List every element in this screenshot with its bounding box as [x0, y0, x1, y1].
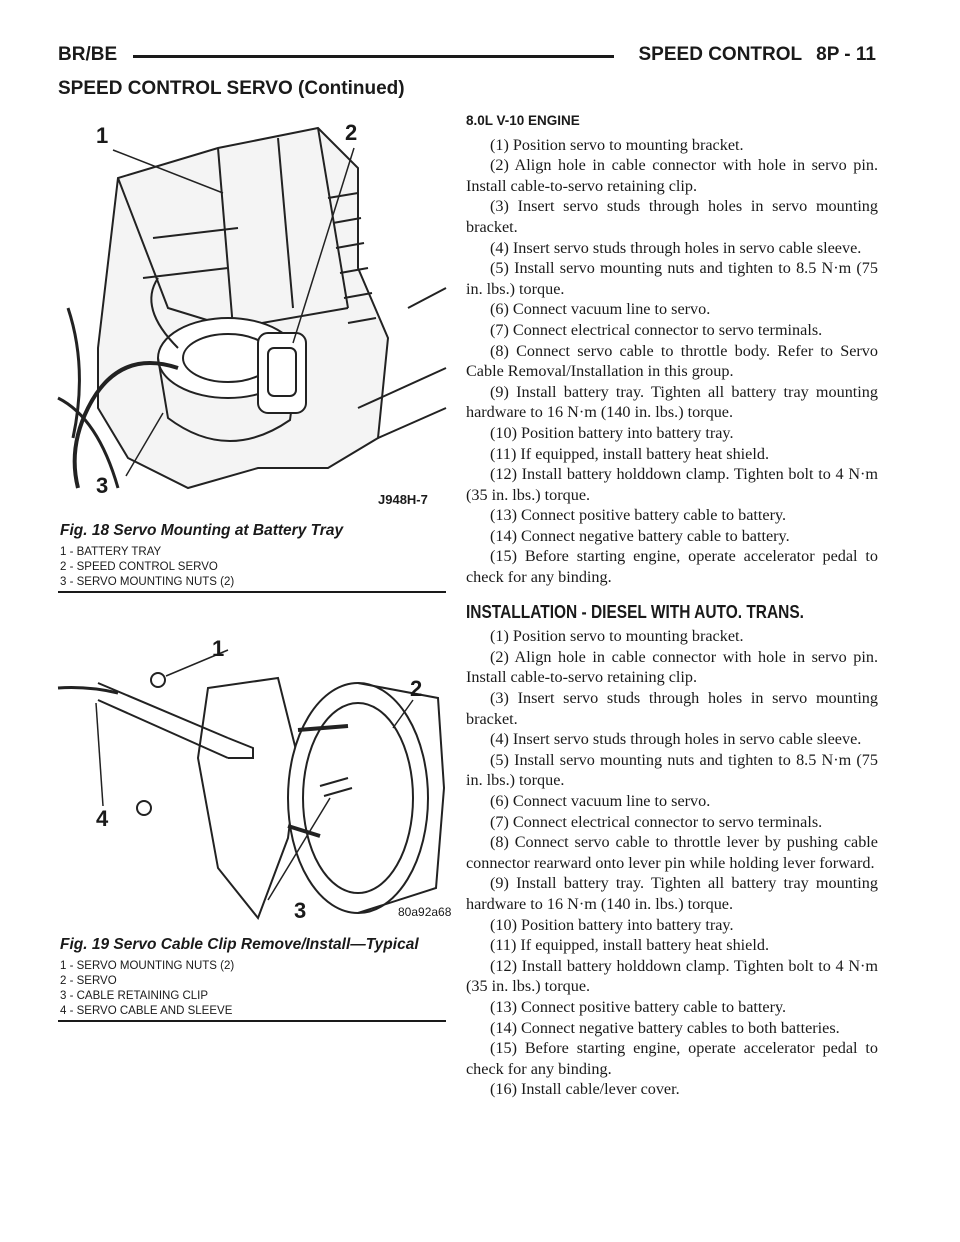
callout-3: 3: [294, 898, 307, 923]
figure-code: 80a92a68: [398, 905, 452, 919]
callout-2: 2: [345, 120, 358, 145]
header-rule: [133, 55, 614, 58]
engine-step: (11) If equipped, install battery heat shield.: [490, 444, 769, 463]
servo-cable-clip-illustration: [58, 636, 452, 934]
figure-code: J948H-7: [378, 492, 428, 507]
legend-item: 4 - SERVO CABLE AND SLEEVE: [60, 1005, 233, 1017]
callout-1: 1: [96, 123, 109, 148]
diesel-step: (5) Install servo mounting nuts and tighten to 8.5 N·m (75 in. lbs.) torque.: [466, 750, 878, 790]
legend-item: 3 - SERVO MOUNTING NUTS (2): [60, 576, 235, 588]
header-section: SPEED CONTROL: [638, 44, 803, 65]
figure-19: [58, 636, 452, 1022]
engine-step: (6) Connect vacuum line to servo.: [490, 300, 711, 319]
engine-step: (14) Connect negative battery cable to battery.: [490, 526, 790, 545]
engine-step: (3) Insert servo studs through holes in servo mounting bracket.: [466, 197, 878, 236]
legend-item: 1 - BATTERY TRAY: [60, 546, 162, 558]
engine-step: (4) Insert servo studs through holes in servo cable sleeve.: [490, 238, 862, 257]
diesel-step: (3) Insert servo studs through holes in servo mounting bracket.: [466, 689, 878, 728]
diesel-step: (4) Insert servo studs through holes in servo cable sleeve.: [490, 730, 862, 749]
diesel-step: (8) Connect servo cable to throttle lever by pushing cable connector rearward onto lever pin while holding lever forward.: [466, 833, 878, 872]
legend-item: 2 - SERVO: [60, 975, 117, 987]
page-header: [58, 44, 876, 66]
diesel-step: (10) Position battery into battery tray.: [490, 915, 734, 934]
diesel-step: (12) Install battery holddown clamp. Tighten bolt to 4 N·m (35 in. lbs.) torque.: [466, 956, 878, 996]
diesel-step: (6) Connect vacuum line to servo.: [490, 792, 711, 810]
engine-step: (12) Install battery holddown clamp. Tighten bolt to 4 N·m (35 in. lbs.) torque.: [466, 465, 878, 504]
header-right: [625, 44, 877, 66]
diesel-step: (15) Before starting engine, operate accelerator pedal to check for any binding.: [466, 1039, 878, 1078]
engine-step: (1) Position servo to mounting bracket.: [490, 135, 744, 154]
callout-2: 2: [410, 676, 423, 701]
legend-item: 3 - CABLE RETAINING CLIP: [60, 990, 209, 1002]
diesel-step: (11) If equipped, install battery heat shield.: [490, 936, 769, 955]
engine-step: (7) Connect electrical connector to servo terminals.: [490, 320, 823, 339]
figure-18-title: Fig. 18 Servo Mounting at Battery Tray: [60, 522, 344, 539]
diesel-step: (16) Install cable/lever cover.: [490, 1080, 680, 1099]
diesel-step: (13) Connect positive battery cable to battery.: [490, 997, 787, 1016]
legend-item: 2 - SPEED CONTROL SERVO: [60, 561, 218, 573]
header-model: BR/BE: [58, 44, 118, 65]
diesel-step: (9) Install battery tray. Tighten all battery tray mounting hardware to 16 N·m (140 in. lbs.) torque.: [466, 874, 878, 913]
header-page-number: 8P - 11: [816, 44, 876, 65]
engine-step: (8) Connect servo cable to throttle body. Refer to Servo Cable Removal/Installation in this group.: [466, 341, 878, 381]
callout-3: 3: [96, 473, 109, 498]
diesel-step: (7) Connect electrical connector to servo terminals.: [490, 812, 823, 831]
diesel-section-heading: INSTALLATION - DIESEL WITH AUTO. TRANS.: [466, 601, 804, 622]
figure-divider: [58, 591, 446, 593]
procedure-column: [466, 111, 878, 1100]
figure-18: [58, 108, 446, 593]
engine-step: (2) Align hole in cable connector with hole in servo pin. Install cable-to-servo retaining clip.: [466, 156, 878, 195]
engine-subheading: 8.0L V-10 ENGINE: [466, 113, 580, 128]
engine-step: (9) Install battery tray. Tighten all battery tray mounting hardware to 16 N·m (140 in. lbs.) torque.: [466, 382, 878, 422]
page-subtitle: SPEED CONTROL SERVO (Continued): [58, 78, 405, 99]
figure-divider: [58, 1020, 446, 1022]
callout-1: 1: [212, 636, 225, 661]
diesel-step: (1) Position servo to mounting bracket.: [490, 627, 744, 646]
engine-step: (15) Before starting engine, operate accelerator pedal to check for any binding.: [466, 547, 878, 587]
servo-battery-tray-illustration: [58, 108, 446, 520]
callout-4: 4: [96, 806, 109, 831]
diesel-step: (14) Connect negative battery cables to both batteries.: [490, 1018, 840, 1037]
legend-item: 1 - SERVO MOUNTING NUTS (2): [60, 960, 235, 972]
engine-step: (13) Connect positive battery cable to battery.: [490, 506, 787, 525]
diesel-step: (2) Align hole in cable connector with hole in servo pin. Install cable-to-servo retaining clip.: [466, 647, 878, 687]
engine-step: (5) Install servo mounting nuts and tighten to 8.5 N·m (75 in. lbs.) torque.: [466, 259, 878, 298]
engine-step: (10) Position battery into battery tray.: [490, 423, 734, 442]
figure-19-title: Fig. 19 Servo Cable Clip Remove/Install—Typical: [60, 936, 419, 953]
